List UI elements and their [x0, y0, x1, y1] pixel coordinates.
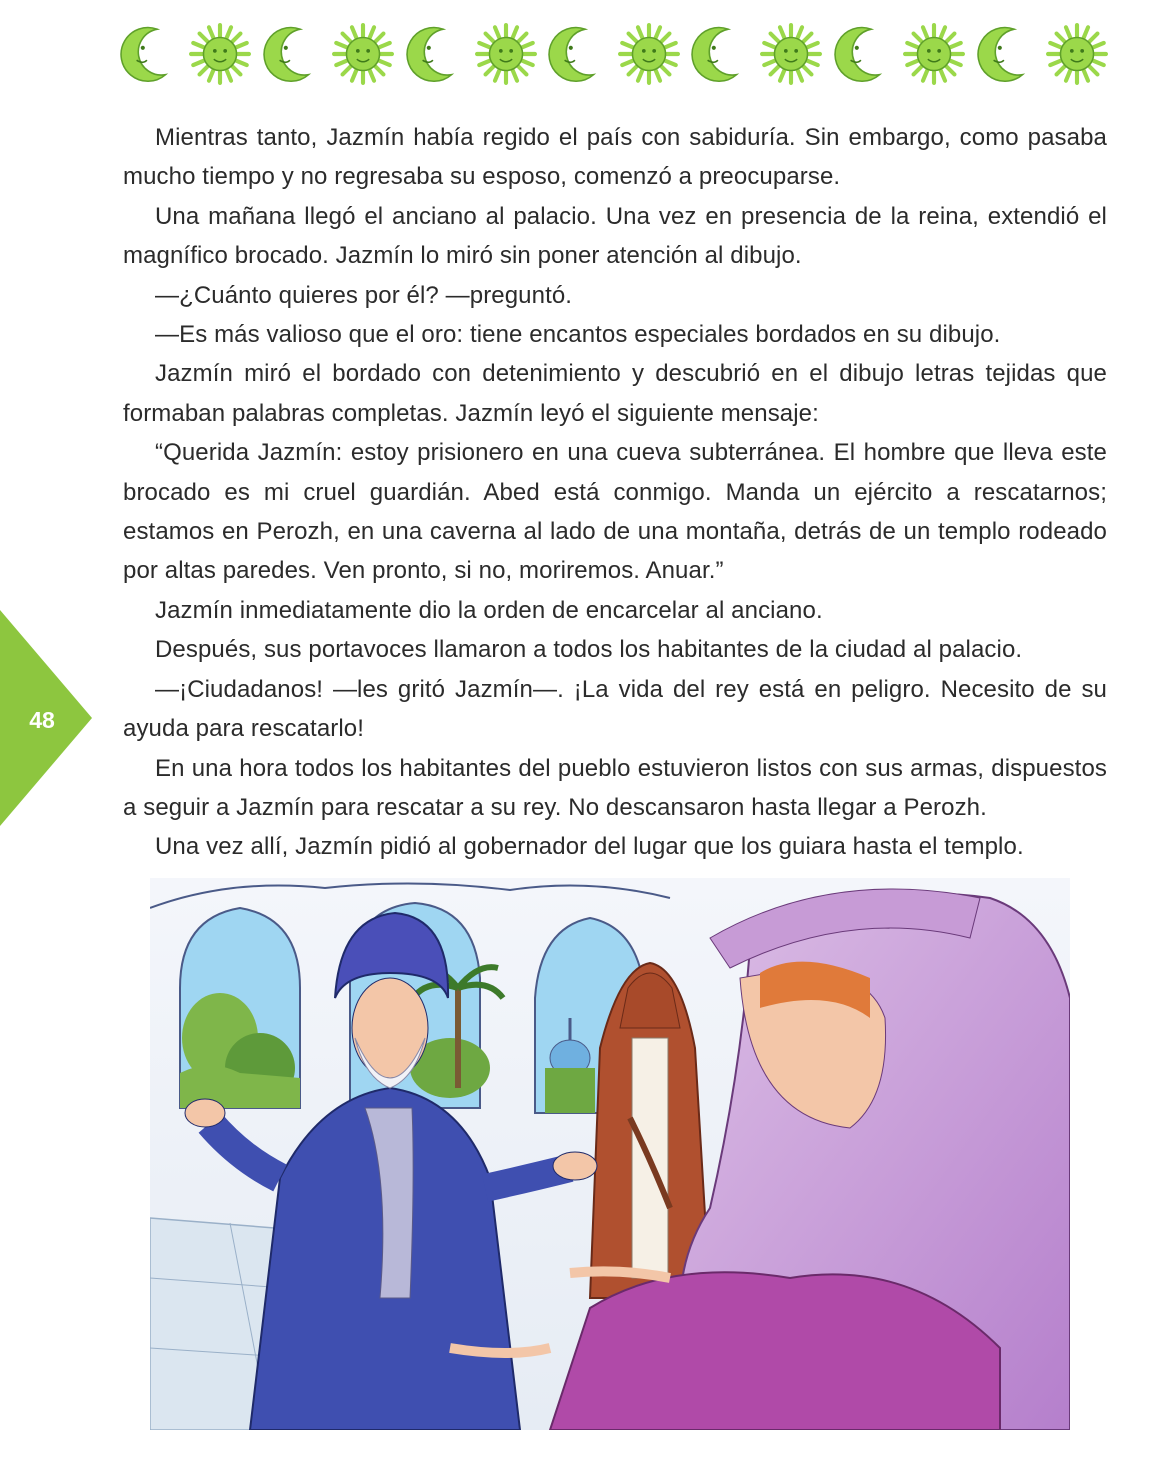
paragraph: Una mañana llegó el anciano al palacio. Una vez en presencia de la reina, extendió el magnífico brocado. Jazmín lo miró sin poner atención al dibujo.	[123, 202, 1107, 270]
sun-icon	[332, 23, 394, 85]
paragraph: —¿Cuánto quieres por él? —preguntó.	[155, 281, 573, 309]
sun-icon	[1046, 23, 1108, 85]
sun-icon	[760, 23, 822, 85]
sun-icon	[618, 23, 680, 85]
paragraph: Jazmín inmediatamente dio la orden de encarcelar al anciano.	[155, 596, 823, 624]
paragraph: —Es más valioso que el oro: tiene encantos especiales bordados en su dibujo.	[155, 321, 1001, 349]
moon-icon	[689, 23, 751, 85]
moon-icon	[546, 23, 608, 85]
paragraph: Después, sus portavoces llamaron a todos los habitantes de la ciudad al palacio.	[155, 636, 1023, 664]
moon-icon	[975, 23, 1037, 85]
moon-sun-border	[118, 18, 1108, 90]
sun-icon	[189, 23, 251, 85]
moon-icon	[832, 23, 894, 85]
moon-icon	[261, 23, 323, 85]
paragraph: —¡Ciudadanos! —les gritó Jazmín—. ¡La vida del rey está en peligro. Necesito de su ayuda para rescatarlo!	[123, 675, 1107, 743]
paragraph: Jazmín miró el bordado con detenimiento y descubrió en el dibujo letras tejidas que formaban palabras completas. Jazmín leyó el siguiente mensaje:	[123, 360, 1107, 427]
paragraph: Una vez allí, Jazmín pidió al gobernador del lugar que los guiara hasta el templo.	[155, 833, 1024, 861]
paragraph: En una hora todos los habitantes del pueblo estuvieron listos con sus armas, dispuestos a seguir a Jazmín para rescatar a su rey. No descansaron hasta llegar a Perozh.	[123, 754, 1107, 821]
story-text	[123, 118, 1107, 867]
palace-scene-illustration	[150, 878, 1070, 1430]
paragraph: Mientras tanto, Jazmín había regido el país con sabiduría. Sin embargo, como pasaba mucho tiempo y no regresaba su esposo, comenzó a preocuparse.	[123, 124, 1107, 191]
moon-icon	[404, 23, 466, 85]
sun-icon	[475, 23, 537, 85]
arched-window	[180, 908, 300, 1108]
paragraph: “Querida Jazmín: estoy prisionero en una cueva subterránea. El hombre que lleva este brocado es mi cruel guardián. Abed está conmigo. Manda un ejército a rescatarnos; estamos en Perozh, en una caverna al lado de una montaña, detrás de un templo rodeado por altas paredes. Ven pronto, si no, moriremos. Anuar.”	[123, 439, 1107, 585]
sun-icon	[903, 23, 965, 85]
moon-icon	[118, 23, 180, 85]
page-number: 48	[29, 707, 55, 733]
illustration-canvas	[150, 878, 1070, 1430]
